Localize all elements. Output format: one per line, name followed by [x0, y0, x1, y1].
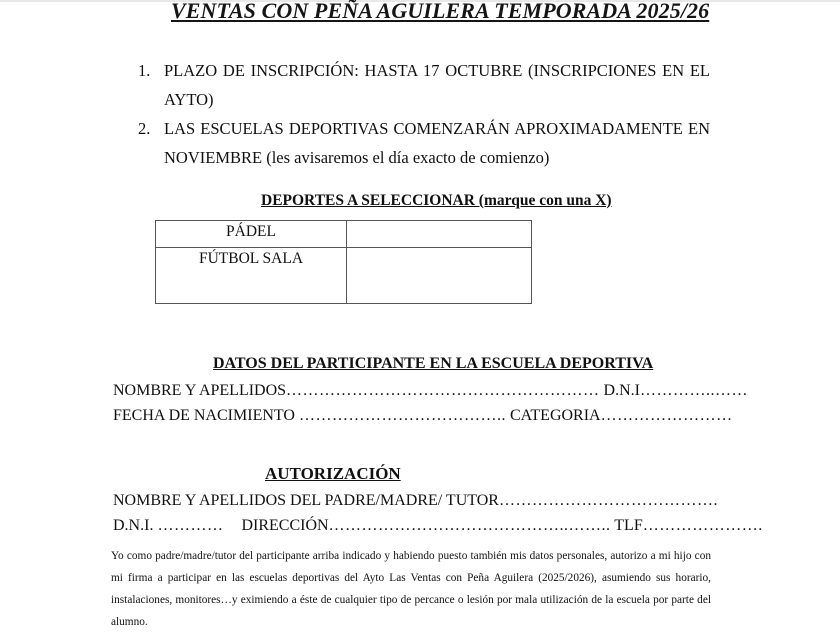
- sport-name-padel: PÁDEL: [226, 223, 276, 240]
- list-item-text: LAS ESCUELAS DEPORTIVAS COMENZARÁN APROXIMADAMENTE EN: [164, 119, 710, 138]
- category-field[interactable]: ……………………: [600, 407, 733, 424]
- list-item-text-continued: NOVIEMBRE (les avisaremos el día exacto de comienzo): [164, 148, 550, 167]
- sport-mark-cell-padel[interactable]: [347, 221, 532, 248]
- participant-dni-field[interactable]: …………..……: [639, 382, 748, 399]
- birth-date-field[interactable]: ………………………………..: [298, 407, 506, 424]
- list-item-number: 1.: [138, 61, 151, 80]
- sports-selection-table: [155, 220, 532, 304]
- phone-field[interactable]: ………………….: [642, 517, 763, 534]
- parent-dni-label: D.N.I.: [113, 517, 154, 534]
- list-item-text-continued: AYTO): [164, 90, 214, 109]
- sport-mark-cell-futbol-sala[interactable]: [347, 248, 532, 304]
- sport-name-futbol-sala: FÚTBOL SALA: [198, 250, 304, 267]
- participant-section-heading: DATOS DEL PARTICIPANTE EN LA ESCUELA DEPORTIVA: [213, 355, 654, 372]
- parent-details-line: [113, 517, 763, 535]
- sport-name-cell: [156, 248, 347, 304]
- parent-name-field[interactable]: ………………………………….: [498, 492, 718, 509]
- participant-birth-line: [113, 407, 733, 425]
- authorization-section-heading: AUTORIZACIÓN: [265, 464, 401, 483]
- table-row: [156, 248, 532, 304]
- birth-date-label: FECHA DE NACIMIENTO: [113, 407, 295, 424]
- parent-name-line: [113, 492, 718, 510]
- sports-section-heading: DEPORTES A SELECCIONAR (marque con una X): [261, 192, 612, 209]
- phone-label: TLF: [614, 517, 643, 534]
- address-field[interactable]: ……………………………………..……..: [328, 517, 611, 534]
- list-item: [136, 56, 710, 114]
- list-item-text: PLAZO DE INSCRIPCIÓN: HASTA 17 OCTUBRE (INSCRIPCIONES EN EL: [164, 61, 710, 80]
- table-row: [156, 221, 532, 248]
- list-item-number: 2.: [138, 119, 151, 138]
- participant-name-label: NOMBRE Y APELLIDOS: [113, 382, 287, 399]
- address-label: DIRECCIÓN: [241, 517, 329, 534]
- participant-name-line: [113, 382, 748, 400]
- consent-paragraph: Yo como padre/madre/tutor del participante arriba indicado y habiendo puesto también mis datos personales, autorizo a mi hijo con mi firma a participar en las escuelas deportivas del Ayto Las Ventas con Peña Aguilera (2025/2026), asumiendo sus horario, instalaciones, monitores…y eximiendo a éste de cualquier tipo de percance o lesión por mala utilización de la escuela por parte del alumno.: [111, 550, 711, 628]
- parent-dni-field[interactable]: …………: [157, 517, 224, 534]
- parent-name-label: NOMBRE Y APELLIDOS DEL PADRE/MADRE/ TUTOR: [113, 492, 499, 509]
- category-label: CATEGORIA: [509, 407, 601, 424]
- participant-name-field[interactable]: …………………………………………………: [286, 382, 600, 399]
- info-list: [136, 56, 710, 172]
- sport-name-cell: [156, 221, 347, 248]
- document-title: VENTAS CON PEÑA AGUILERA TEMPORADA 2025/26: [171, 0, 710, 23]
- list-item: [136, 114, 710, 172]
- participant-dni-label: D.N.I: [603, 382, 640, 399]
